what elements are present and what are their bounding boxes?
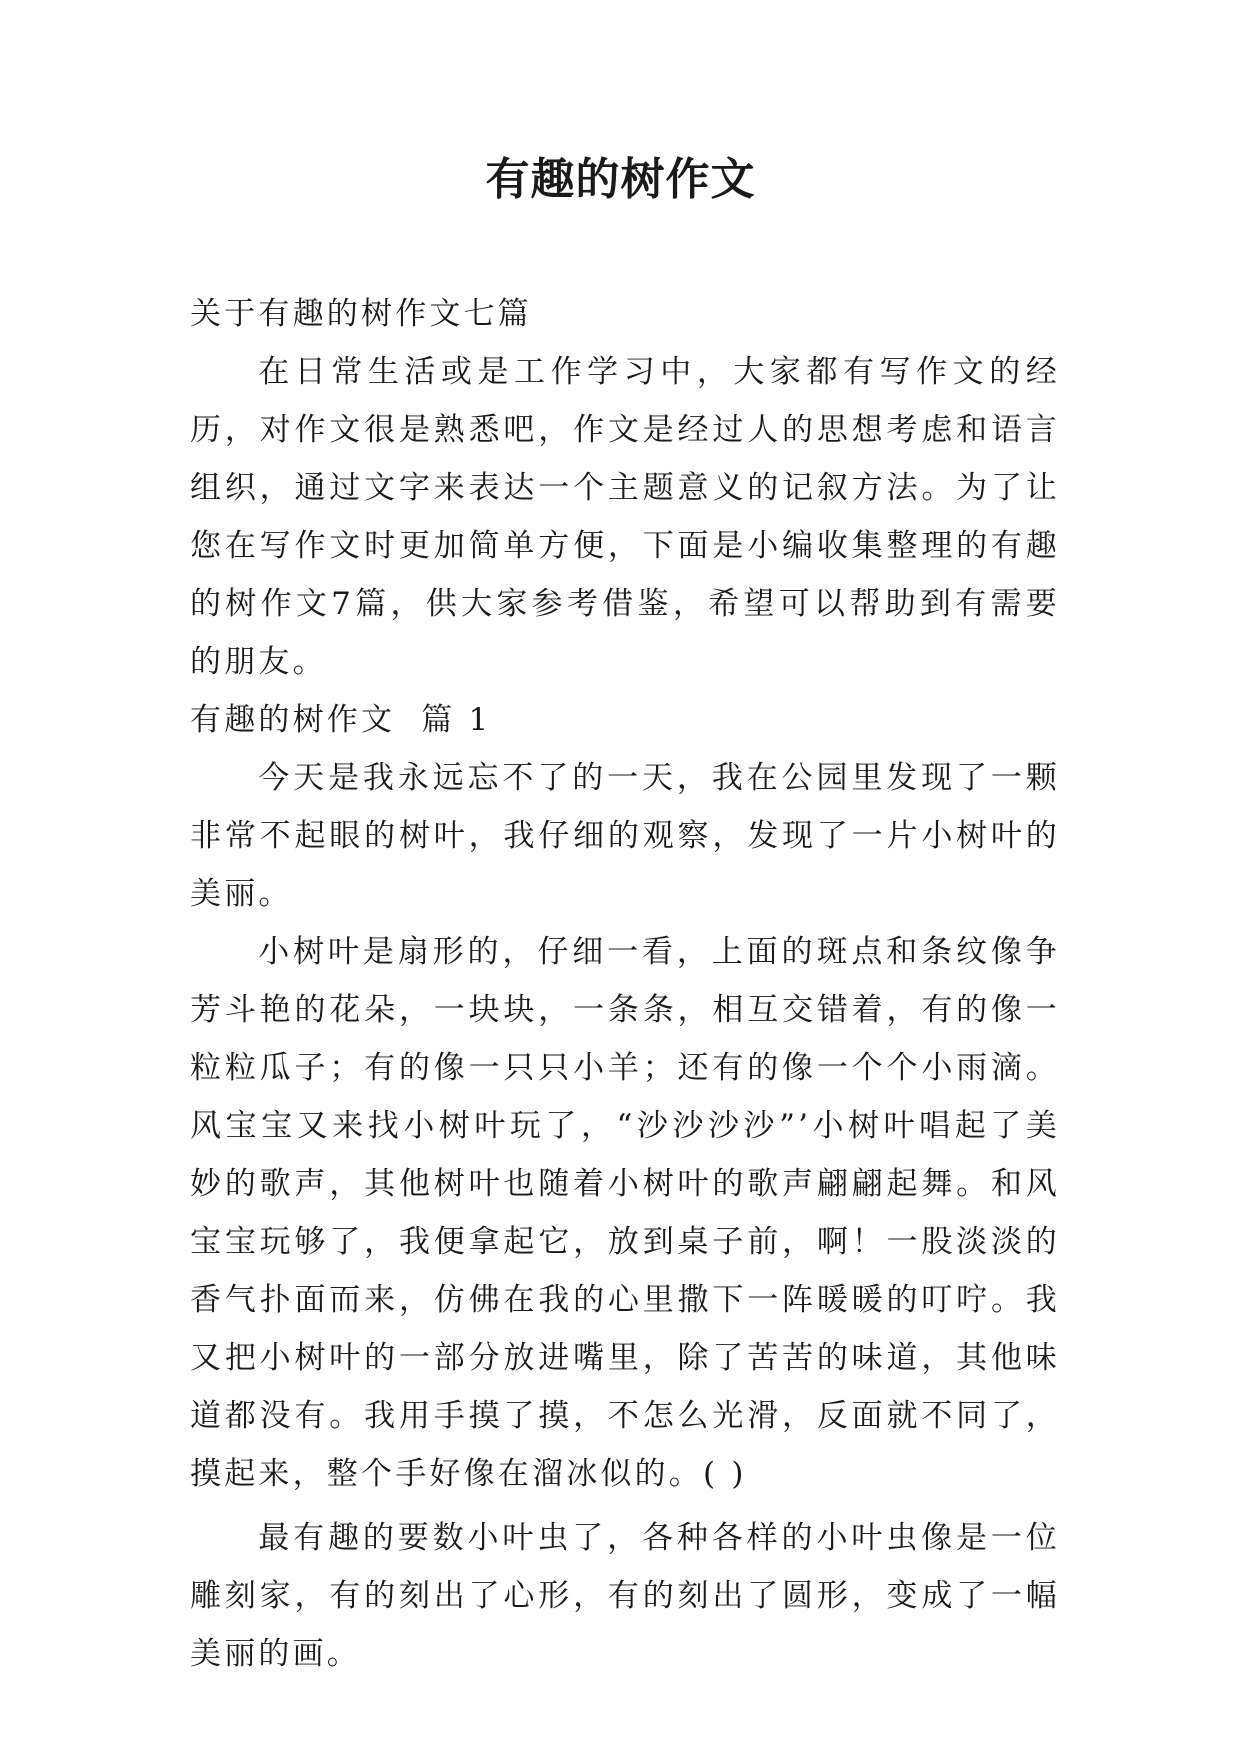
body-paragraph-1: 今天是我永远忘不了的一天，我在公园里发现了一颗非常不起眼的树叶，我仔细的观察，发现了一片小树叶的美丽。 [190, 760, 1060, 912]
document-body [190, 285, 1060, 1683]
intro-paragraph: 在日常生活或是工作学习中，大家都有写作文的经历，对作文很是熟悉吧，作文是经过人的思想考虑和语言组织，通过文字来表达一个主题意义的记叙方法。为了让您在写作文时更加简单方便，下面是小编收集整理的有趣的树作文7篇，供大家参考借鉴，希望可以帮助到有需要的朋友。 [190, 354, 1060, 680]
body-paragraph-2: 小树叶是扇形的，仔细一看，上面的斑点和条纹像争芳斗艳的花朵，一块块，一条条，相互交错着，有的像一粒粒瓜子；有的像一只只小羊；还有的像一个个小雨滴。风宝宝又来找小树叶玩了，“沙沙沙沙”’小树叶唱起了美妙的歌声，其他树叶也随着小树叶的歌声翩翩起舞。和风宝宝玩够了，我便拿起它，放到桌子前，啊！一股淡淡的香气扑面而来，仿佛在我的心里撒下一阵暖暖的叮咛。我又把小树叶的一部分放进嘴里，除了苦苦的味道，其他味道都没有。我用手摸了摸，不怎么光滑，反面就不同了，摸起来，整个手好像在溜冰似的。( ) [190, 934, 1060, 1492]
document-title: 有趣的树作文 [485, 154, 756, 205]
document-subtitle: 关于有趣的树作文七篇 [190, 296, 532, 332]
body-paragraph-3: 最有趣的要数小叶虫了，各种各样的小叶虫像是一位雕刻家，有的刻出了心形，有的刻出了圆形，变成了一幅美丽的画。 [190, 1520, 1060, 1672]
section-heading: 有趣的树作文 篇 1 [190, 702, 492, 738]
